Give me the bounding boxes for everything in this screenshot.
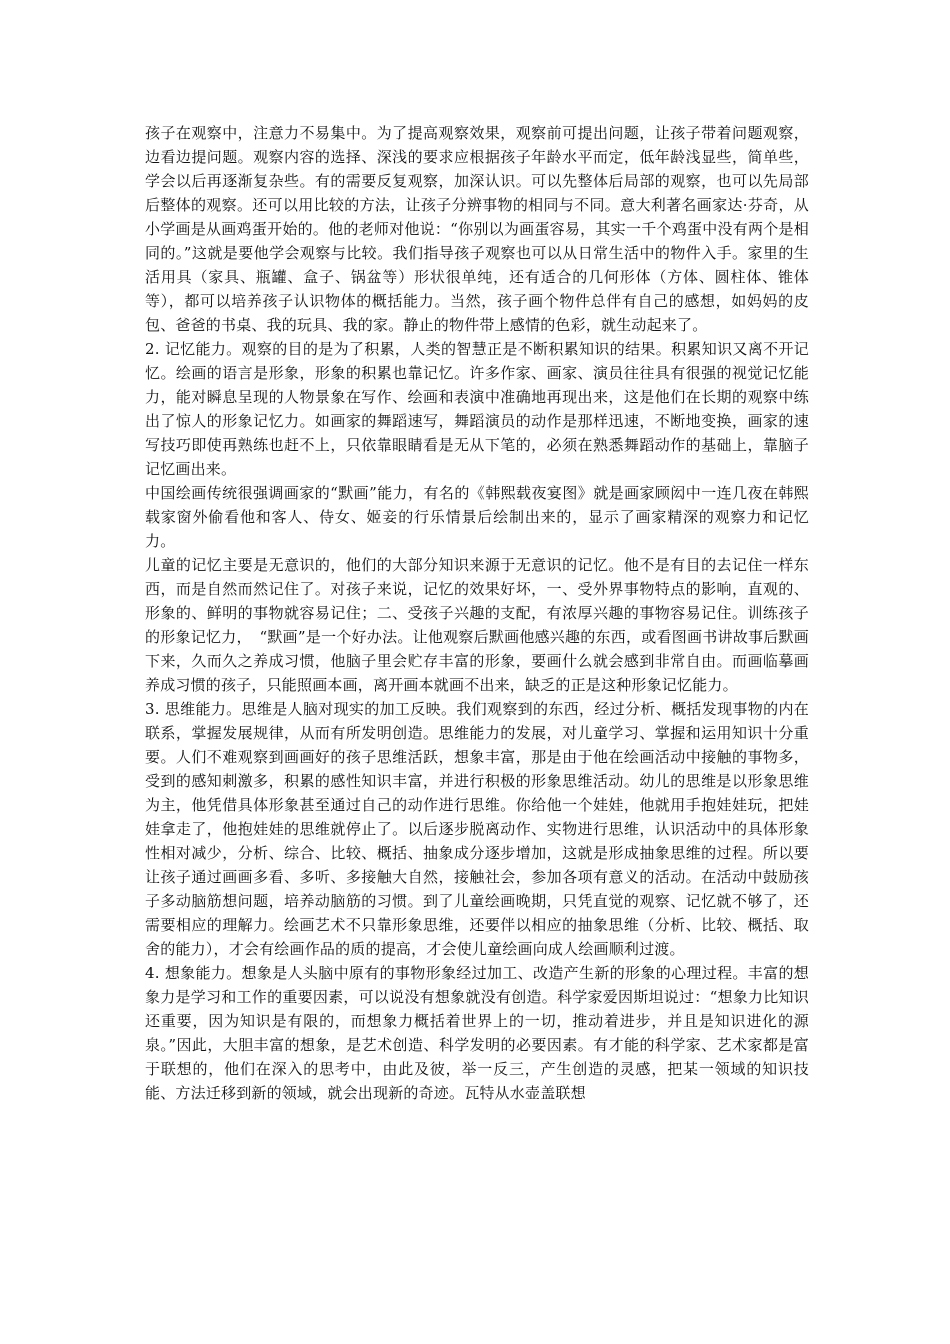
paragraph-memory-ability: 2. 记忆能力。观察的目的是为了积累，人类的智慧正是不断积累知识的结果。积累知识又离不开记忆。绘画的语言是形象，形象的积累也靠记忆。许多作家、画家、演员往往具有很强的视觉记忆能力，能对瞬息呈现的人物景象在写作、绘画和表演中准确地再现出来，这是他们在长期的观察中练出了惊人的形象记忆力。如画家的舞蹈速写，舞蹈演员的动作是那样迅速，不断地变换，画家的速写技巧即使再熟练也赶不上，只依靠眼睛看是无从下笔的，必须在熟悉舞蹈动作的基础上，靠脑子记忆画出来。 [145, 340, 809, 478]
document-body [145, 121, 809, 1105]
paragraph-child-memory: 儿童的记忆主要是无意识的，他们的大部分知识来源于无意识的记忆。他不是有目的去记住一样东西，而是自然而然记住了。对孩子来说，记忆的效果好坏，一、受外界事物特点的影响，直观的、形象的、鲜明的事物就容易记住；二、受孩子兴趣的支配，有浓厚兴趣的事物容易记住。训练孩子的形象记忆力， “默画”是一个好办法。让他观察后默画他感兴趣的东西，或看图画书讲故事后默画下来，久而久之养成习惯，他脑子里会贮存丰富的形象，要画什么就会感到非常自由。而画临摹画养成习惯的孩子，只能照画本画，离开画本就画不出来，缺乏的正是这种形象记忆能力。 [145, 556, 809, 694]
paragraph-observation: 孩子在观察中，注意力不易集中。为了提高观察效果，观察前可提出问题，让孩子带着问题观察，边看边提问题。观察内容的选择、深浅的要求应根据孩子年龄水平而定，低年龄浅显些，简单些，学会以后再逐渐复杂些。有的需要反复观察，加深认识。可以先整体后局部的观察，也可以先局部后整体的观察。还可以用比较的方法，让孩子分辨事物的相同与不同。意大利著名画家达·芬奇，从小学画是从画鸡蛋开始的。他的老师对他说：“你别以为画蛋容易，其实一千个鸡蛋中没有两个是相同的。”这就是要他学会观察与比较。我们指导孩子观察也可以从日常生活中的物件入手。家里的生活用具（家具、瓶罐、盒子、锅盆等）形状很单纯，还有适合的几何形体（方体、圆柱体、锥体等），都可以培养孩子认识物体的概括能力。当然，孩子画个物件总伴有自己的感想，如妈妈的皮包、爸爸的书桌、我的玩具、我的家。静止的物件带上感情的色彩，就生动起来了。 [145, 124, 809, 334]
paragraph-imagination-ability: 4. 想象能力。想象是人头脑中原有的事物形象经过加工、改造产生新的形象的心理过程。丰富的想象力是学习和工作的重要因素，可以说没有想象就没有创造。科学家爱因斯坦说过：“想象力比知识还重要，因为知识是有限的，而想象力概括着世界上的一切，推动着进步，并且是知识进化的源泉。”因此，大胆丰富的想象，是艺术创造、科学发明的必要因素。有才能的科学家、艺术家都是富于联想的，他们在深入的思考中，由此及彼，举一反三，产生创造的灵感，把某一领域的知识技能、方法迁移到新的领域，就会出现新的奇迹。瓦特从水壶盖联想 [145, 964, 809, 1102]
paragraph-thinking-ability: 3. 思维能力。思维是人脑对现实的加工反映。我们观察到的东西，经过分析、概括发现事物的内在联系，掌握发展规律，从而有所发明创造。思维能力的发展，对儿童学习、掌握和运用知识十分重要。人们不难观察到画画好的孩子思维活跃，想象丰富，那是由于他在绘画活动中接触的事物多，受到的感知刺激多，积累的感性知识丰富，并进行积极的形象思维活动。幼儿的思维是以形象思维为主，他凭借具体形象甚至通过自己的动作进行思维。你给他一个娃娃，他就用手抱娃娃玩，把娃娃拿走了，他抱娃娃的思维就停止了。以后逐步脱离动作、实物进行思维，认识活动中的具体形象性相对减少，分析、综合、比较、概括、抽象成分逐步增加，这就是形成抽象思维的过程。所以要让孩子通过画画多看、多听、多接触大自然，接触社会，参加各项有意义的活动。在活动中鼓励孩子多动脑筋想问题，培养动脑筋的习惯。到了儿童绘画晚期，只凭直觉的观察、记忆就不够了，还需要相应的理解力。绘画艺术不只靠形象思维，还要伴以相应的抽象思维（分析、比较、概括、取舍的能力），才会有绘画作品的质的提高，才会使儿童绘画向成人绘画顺利过渡。 [145, 700, 809, 958]
paragraph-silent-drawing: 中国绘画传统很强调画家的“默画”能力，有名的《韩熙载夜宴图》就是画家顾闳中一连几夜在韩熙载家窗外偷看他和客人、侍女、姬妾的行乐情景后绘制出来的，显示了画家精深的观察力和记忆力。 [145, 484, 809, 550]
